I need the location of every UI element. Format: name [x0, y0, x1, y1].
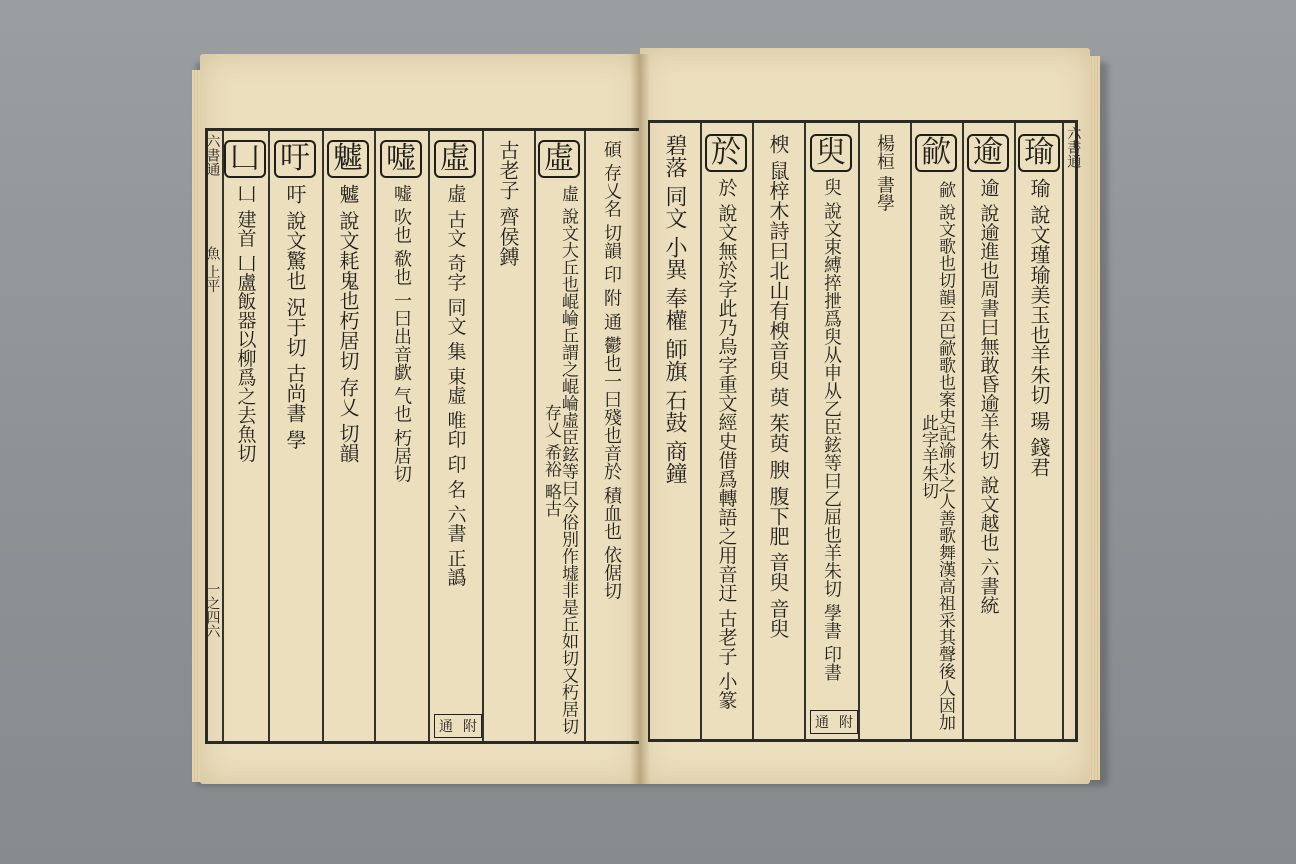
tab-label-tong: 通: [815, 715, 829, 731]
entry-text: 古老子 齊侯鎛: [496, 140, 520, 267]
entry-text: 楊桓 書學: [874, 134, 895, 212]
appendix-tab: [434, 714, 482, 738]
column-rule: [1062, 123, 1064, 739]
entry-column: [586, 140, 636, 736]
entry-column: [270, 140, 320, 736]
entry-head-char: 臾: [810, 134, 852, 172]
entry-text: 碧落 同文 小異 奉權 師旗 石鼓 商鐘: [662, 134, 687, 484]
edge-title-text: 六書通: [1065, 126, 1082, 168]
entry-text: 嘘 吹也 欷也 一曰出音歔 气也 朽居切: [391, 184, 412, 483]
entry-column: [224, 140, 266, 736]
entry-column: [754, 134, 802, 734]
entry-text: 魖 說文耗鬼也朽居切 存乂 切韻: [336, 184, 360, 464]
edge-volume-text: 魚 上平: [204, 246, 221, 293]
entry-head-char: 於: [705, 134, 747, 172]
entry-column: [964, 134, 1012, 734]
tab-label-tong: 通: [439, 719, 453, 735]
entry-column: [702, 134, 750, 734]
entry-column: [1016, 134, 1062, 734]
edge-title-text: 六書通: [204, 134, 221, 176]
entry-text: 碩 存乂名 切韻 印 附 通 鬱也一曰殘也音於 積血也 依倨切: [601, 140, 622, 600]
entry-column: [376, 140, 426, 736]
entry-head-char: 瑜: [1018, 134, 1060, 172]
page-number: 一之四六: [204, 582, 221, 639]
entry-text: 吁 說文驚也 況于切 古尚書 學: [283, 184, 307, 450]
entry-head-char: 嘘: [380, 140, 422, 178]
entry-column: [536, 140, 582, 736]
entry-text: 虛 古文 奇字 同文 集 東虛 唯印 印 名 六書 正譌: [444, 184, 467, 587]
entry-column: [484, 140, 532, 736]
entry-text: 逾 說逾進也周書曰無敢昏逾羊朱切 說文越也 六書統: [977, 178, 1000, 615]
entry-column: [650, 134, 698, 734]
entry-text: 於 說文無於字此乃烏字重文經史借爲轉語之用音迂 古老子 小篆: [715, 178, 738, 710]
appendix-tab: [810, 710, 858, 734]
entry-head-char: 虛: [434, 140, 476, 178]
entry-text: 歈 說文歌也切韻云巴歈歌也案史記渝水之人善歌舞漢高祖采其聲後人因加此字羊朱切: [918, 181, 955, 731]
entry-head-char: 歈: [915, 134, 957, 172]
left-edge-title: [203, 134, 221, 638]
entry-head-char: 虛: [538, 140, 580, 178]
entry-text: 楰 鼠梓木詩曰北山有楰音臾 萸 茱萸 腴 腹下肥 音臾 音臾: [766, 134, 790, 639]
entry-column: [806, 134, 856, 734]
entry-column: [912, 134, 960, 734]
tab-label-fu: 附: [463, 719, 477, 735]
entry-column: [430, 140, 480, 736]
right-edge-title: [1064, 126, 1082, 168]
entry-column: [860, 134, 908, 734]
tab-label-fu: 附: [839, 715, 853, 731]
entry-column: [324, 140, 372, 736]
entry-head-char: 逾: [967, 134, 1009, 172]
entry-head-char: 魖: [327, 140, 369, 178]
entry-text: 虛 說文大丘也崐崘丘謂之崐崘虛臣鉉等曰今俗別作墟非是丘如切又朽居切 存乂 希裕 略古: [541, 185, 578, 735]
entry-head-char: 凵: [224, 140, 266, 178]
entry-text: 臾 說文束縛捽抴爲臾从申从乙臣鉉等曰乙屈也羊朱切 學書 印書: [821, 178, 842, 682]
entry-text: 凵 建首 凵盧飯器以柳爲之去魚切: [234, 184, 257, 463]
entry-head-char: 吁: [274, 140, 316, 178]
entry-text: 瑜 說文瑾瑜美玉也羊朱切 瑒 錢君: [1027, 178, 1051, 478]
